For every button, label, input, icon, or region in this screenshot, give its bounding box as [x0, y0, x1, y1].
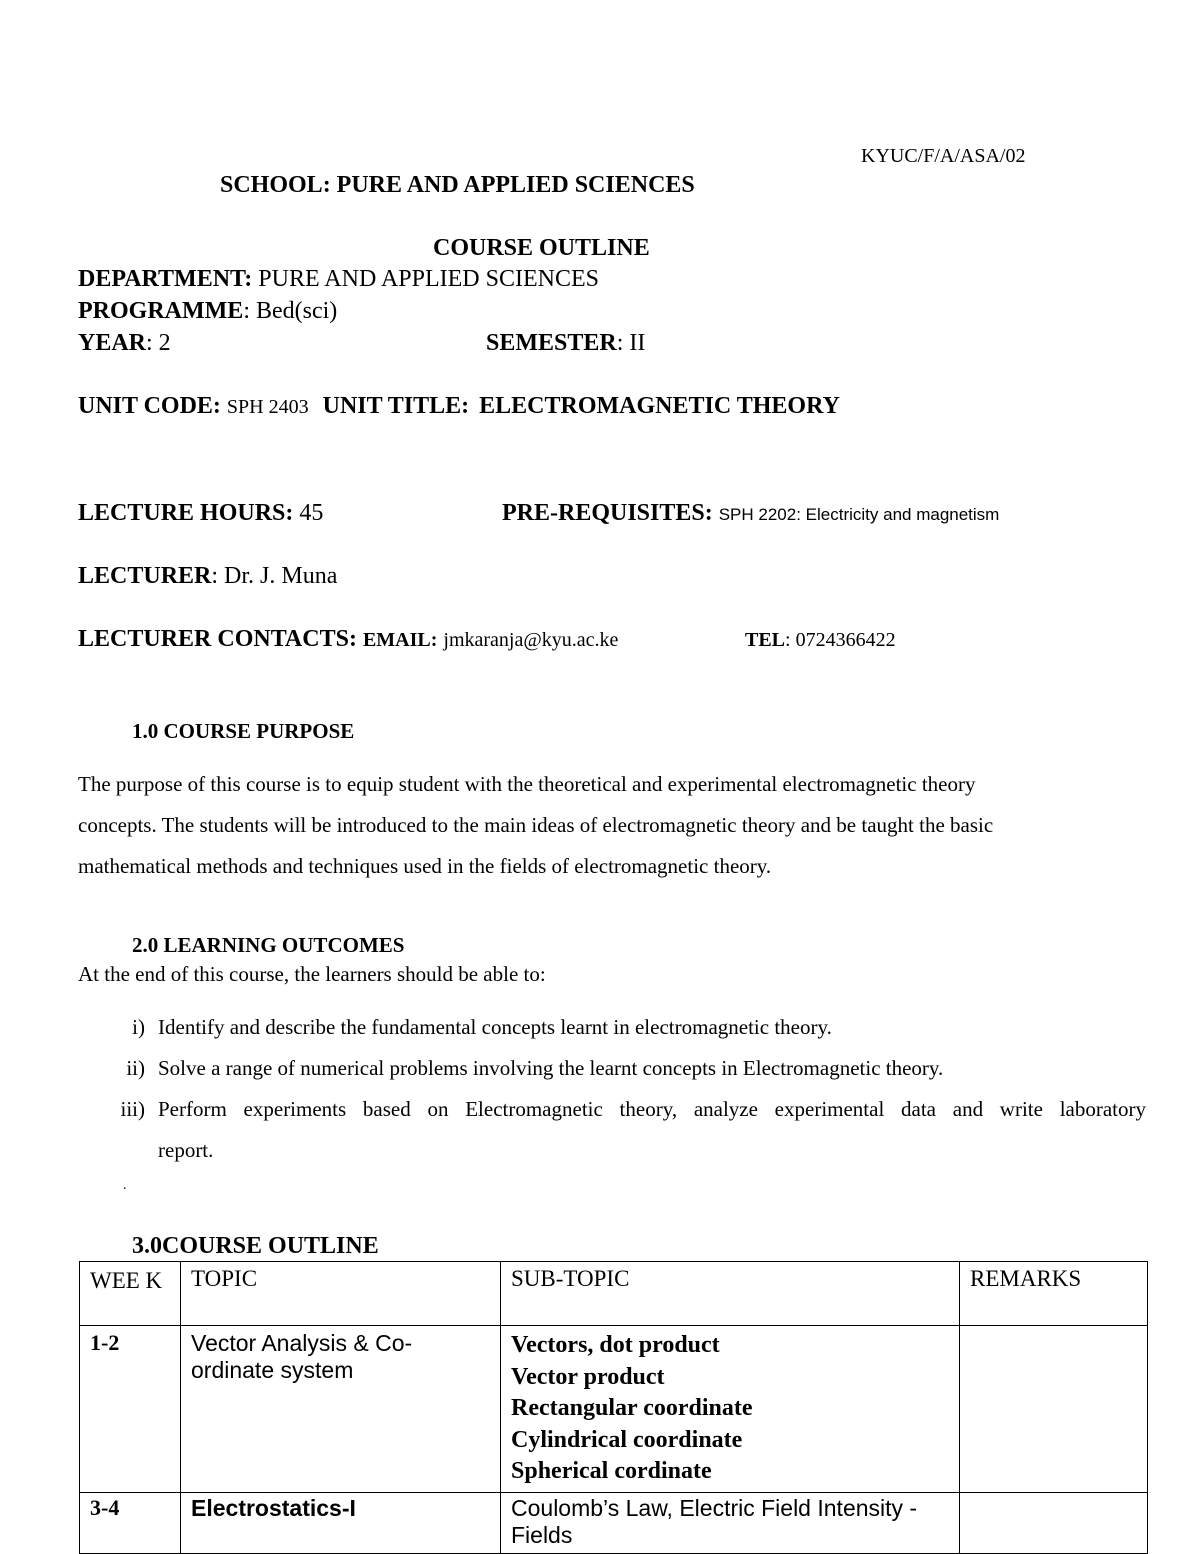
prerequisites-label: PRE-REQUISITES: — [502, 500, 713, 526]
purpose-heading: 1.0 COURSE PURPOSE — [132, 719, 355, 743]
week-cell: 3-4 — [80, 1492, 181, 1553]
subtopic-header: SUB-TOPIC — [501, 1262, 960, 1326]
purpose-line: mathematical methods and techniques used in the fields of electromagnetic theory. — [78, 854, 772, 878]
prerequisites-value: SPH 2202: Electricity and magnetism — [718, 505, 1000, 524]
semester-value: : II — [616, 330, 646, 356]
email-link[interactable]: jmkaranja@kyu.ac.ke — [443, 629, 619, 651]
tel-value: : 0724366422 — [785, 629, 896, 651]
subtopic-item: Vectors, dot product — [511, 1332, 720, 1358]
week-header: WEE K — [80, 1262, 181, 1326]
lecture-hours-value: 45 — [299, 500, 324, 526]
unit-code-label: UNIT CODE: — [78, 393, 221, 419]
outcomes-intro: At the end of this course, the learners should be able to: — [78, 962, 546, 986]
subtopic-item: Cylindrical coordinate — [511, 1426, 743, 1453]
topic-cell: Vector Analysis & Co-ordinate system — [181, 1326, 501, 1493]
remarks-header: REMARKS — [960, 1262, 1148, 1326]
subtopic-cell: Coulomb’s Law, Electric Field Intensity - Fields — [501, 1492, 960, 1553]
outline-heading: 3.0COURSE OUTLINE — [132, 1233, 379, 1259]
programme-line — [78, 298, 337, 325]
topic-cell: Electrostatics-I — [181, 1492, 501, 1553]
topic-header: TOPIC — [181, 1262, 501, 1326]
unit-title-label: UNIT TITLE: — [322, 393, 470, 419]
document-code: KYUC/F/A/ASA/02 — [861, 145, 1026, 167]
outcomes-heading: 2.0 LEARNING OUTCOMES — [132, 933, 405, 957]
lecturer-value: : Dr. J. Muna — [211, 563, 338, 589]
outcome-number: ii) — [126, 1056, 145, 1080]
purpose-line: The purpose of this course is to equip student with the theoretical and experimental electromagnetic theory — [78, 772, 976, 796]
contacts-label: LECTURER CONTACTS: — [78, 626, 357, 652]
lecturer-line — [78, 563, 337, 590]
programme-value: : Bed(sci) — [243, 298, 338, 324]
unit-code-value: SPH 2403 — [226, 396, 309, 418]
school-heading: SCHOOL: PURE AND APPLIED SCIENCES — [220, 172, 695, 198]
contacts-line — [78, 626, 618, 653]
outcome-number: i) — [132, 1015, 145, 1039]
table-header-row — [80, 1262, 1148, 1326]
page-title: COURSE OUTLINE — [433, 235, 650, 261]
remarks-cell — [960, 1492, 1148, 1553]
course-outline-table — [79, 1261, 1148, 1554]
remarks-cell — [960, 1326, 1148, 1493]
subtopic-item: Rectangular coordinate — [511, 1395, 753, 1421]
email-label: EMAIL: — [362, 629, 438, 651]
stray-dot: . — [123, 1178, 127, 1193]
outcome-number: iii) — [120, 1097, 145, 1121]
week-cell: 1-2 — [80, 1326, 181, 1493]
purpose-paragraph — [78, 764, 1146, 887]
lecture-hours-label: LECTURE HOURS: — [78, 500, 294, 526]
department-line — [78, 266, 599, 293]
subtopic-item: Spherical cordinate — [511, 1458, 712, 1484]
table-row — [80, 1492, 1148, 1553]
purpose-line: concepts. The students will be introduced to the main ideas of electromagnetic theory and be taught the basic — [78, 813, 994, 837]
semester-line — [486, 330, 645, 357]
year-label: YEAR — [78, 330, 147, 356]
outcome-text: Identify and describe the fundamental concepts learnt in electromagnetic theory. — [158, 1015, 832, 1039]
subtopic-item: Vector product — [511, 1363, 665, 1390]
year-value: : 2 — [146, 330, 171, 356]
unit-line — [78, 393, 840, 420]
tel-line — [745, 629, 896, 652]
programme-label: PROGRAMME — [78, 298, 244, 324]
outcome-continuation: report. — [158, 1138, 214, 1162]
subtopic-cell — [501, 1326, 960, 1493]
lecture-hours-line — [78, 500, 323, 527]
unit-title-value: ELECTROMAGNETIC THEORY — [479, 393, 840, 419]
table-row — [80, 1326, 1148, 1493]
semester-label: SEMESTER — [486, 330, 617, 356]
year-line — [78, 330, 171, 357]
outcome-text: Perform experiments based on Electromagnetic theory, analyze experimental data and write laboratory — [158, 1097, 1146, 1121]
tel-label: TEL — [745, 629, 786, 651]
department-value: PURE AND APPLIED SCIENCES — [258, 266, 599, 292]
lecturer-label: LECTURER — [78, 563, 212, 589]
department-label: DEPARTMENT: — [78, 266, 253, 292]
prerequisites-line — [502, 500, 999, 527]
outcome-text: Solve a range of numerical problems involving the learnt concepts in Electromagnetic theory. — [158, 1056, 944, 1080]
